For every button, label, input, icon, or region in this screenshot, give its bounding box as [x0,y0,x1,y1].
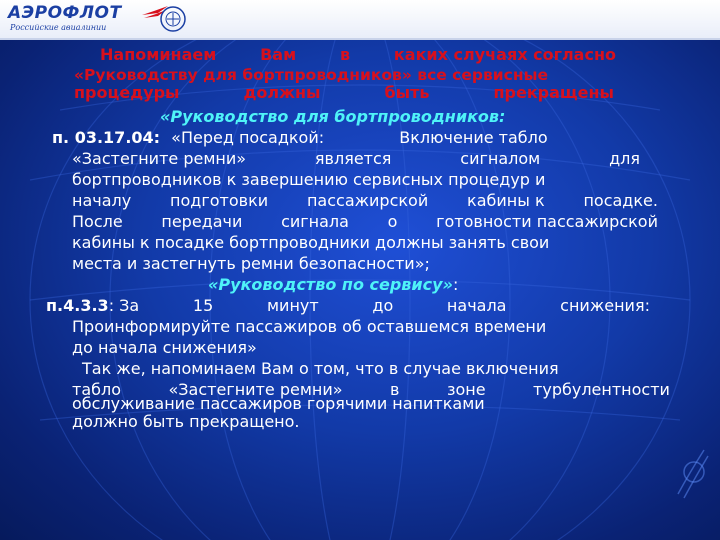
section1-line: места и застегнуть ремни безопасности»; [72,254,430,273]
section2-clause-number: п.4.3.3 [46,296,109,315]
text-fragment: о [387,212,398,231]
intro-line-2: «Руководству для бортпроводников» все сервисные [74,66,549,84]
text-fragment: : За [108,296,140,315]
text-fragment: снижения: [560,296,650,315]
logo-tagline: Российские авиалинии [10,23,107,32]
section1-line [52,129,548,147]
logo-name: АЭРОФЛОТ [8,3,122,23]
text-fragment: минут [266,296,319,315]
closing-line: должно быть прекращено. [72,412,300,431]
section2-line [46,297,650,315]
intro-word: Вам [260,45,297,64]
section2-title-suffix: : [452,275,459,294]
text-fragment: «Застегните ремни» [168,380,343,399]
intro-word: прекращены [493,83,614,102]
section1-line [72,150,640,168]
text-fragment: передачи [161,212,243,231]
text-fragment: сигнала [281,212,349,231]
text-fragment: готовности пассажирской [436,212,658,231]
intro-word: должны [243,83,321,102]
intro-line-1 [100,46,616,64]
section1-line [72,192,658,210]
text-fragment: После [72,212,123,231]
closing-line: Так же, напоминаем Вам о том, что в случае включения [82,359,559,378]
text-fragment: для [609,149,640,168]
intro-word: быть [384,83,430,102]
section2-title: «Руководство по сервису» [208,275,453,294]
intro-word: процедуры [74,83,180,102]
intro-word: в [339,45,351,64]
section1-title: «Руководство для бортпроводников: [160,107,506,126]
section1-line: бортпроводников к завершению сервисных процедур и [72,170,546,189]
text-fragment: Включение табло [399,128,548,147]
text-fragment: 15 [192,296,214,315]
text-fragment: «Застегните ремни» [72,149,247,168]
text-fragment: посадке. [583,191,658,210]
section1-line [72,213,658,231]
text-fragment: «Перед посадкой: [171,128,325,147]
section2-title-line [208,276,458,294]
section1-clause-number: п. 03.17.04: [52,128,161,147]
text-fragment: в [390,380,400,399]
text-fragment: сигналом [460,149,541,168]
section2-line: до начала снижения» [72,338,257,357]
text-fragment: зоне [446,380,486,399]
intro-line-3 [74,84,614,102]
corner-emblem-icon [670,442,710,502]
text-fragment: пассажирской [306,191,429,210]
section2-line: Проинформируйте пассажиров об оставшемся времени [72,317,547,336]
text-fragment: подготовки [170,191,269,210]
intro-word: каких случаях согласно [393,45,616,64]
text-fragment: начала [446,296,507,315]
intro-word: Напоминаем [100,45,217,64]
closing-line: обслуживание пассажиров горячими напитками [72,394,485,413]
text-fragment: кабины к [467,191,545,210]
text-fragment: турбулентности [533,380,670,399]
text-fragment [46,297,139,315]
text-fragment: является [314,149,392,168]
text-fragment: табло [72,380,122,399]
text-fragment: началу [72,191,132,210]
text-fragment: до [372,296,394,315]
section1-line: кабины к посадке бортпроводники должны занять свои [72,233,550,252]
